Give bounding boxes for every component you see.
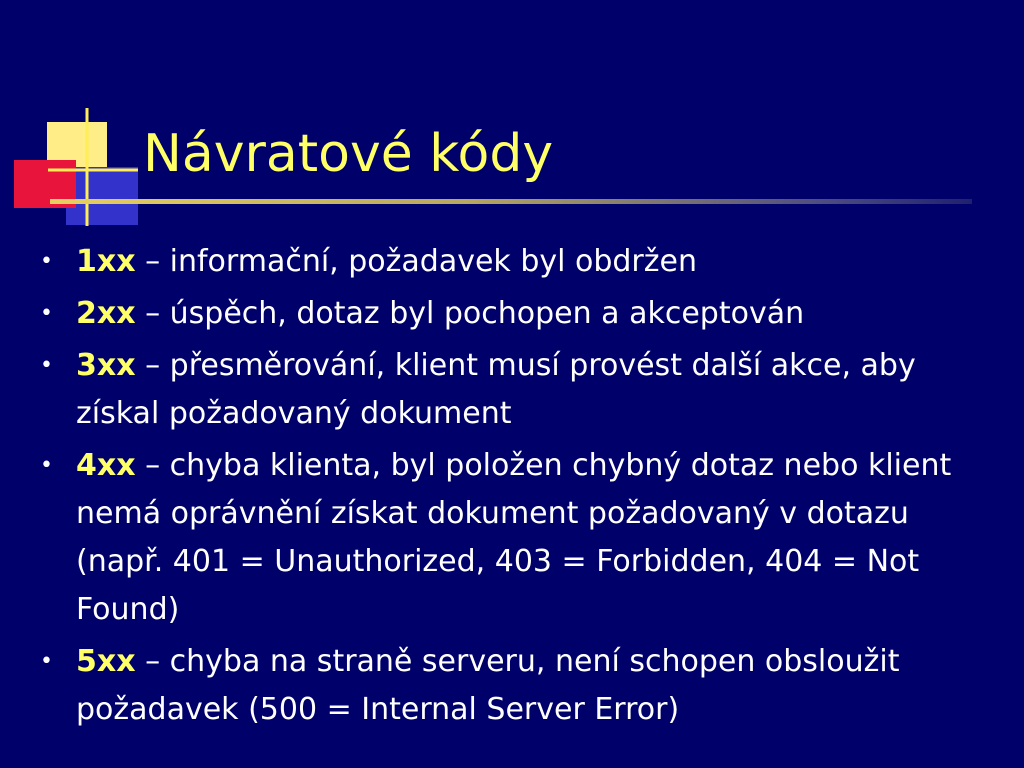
- status-code: 4xx: [76, 448, 136, 483]
- status-code: 5xx: [76, 644, 136, 679]
- decorative-squares-logo: [0, 0, 160, 240]
- list-item-4xx: [40, 442, 1000, 634]
- bullet-icon: •: [40, 649, 53, 674]
- slide-title: Návratové kódy: [143, 124, 554, 184]
- status-description: – chyba klienta, byl položen chybný dotaz nebo klient nemá oprávnění získat dokument požadovaný v dotazu (např. 401 = Unauthorized, 403 = Forbidden, 404 = Not Found): [76, 448, 952, 627]
- status-code: 3xx: [76, 348, 136, 383]
- list-item-3xx: [40, 342, 1000, 438]
- bullet-icon: •: [40, 249, 53, 274]
- list-item-1xx: [40, 238, 1000, 286]
- status-description: – chyba na straně serveru, není schopen obsloužit požadavek (500 = Internal Server Error): [76, 644, 900, 727]
- status-code: 1xx: [76, 244, 136, 279]
- status-description: – přesměrování, klient musí provést další akce, aby získal požadovaný dokument: [76, 348, 916, 431]
- bullet-icon: •: [40, 453, 53, 478]
- status-description: – informační, požadavek byl obdržen: [135, 244, 697, 279]
- status-description: – úspěch, dotaz byl pochopen a akceptován: [135, 296, 805, 331]
- bullet-icon: •: [40, 353, 53, 378]
- list-item-2xx: [40, 290, 1000, 338]
- bullet-icon: •: [40, 301, 53, 326]
- list-item-5xx: [40, 638, 1000, 734]
- status-code: 2xx: [76, 296, 136, 331]
- bullet-list: [40, 238, 1000, 734]
- title-underline: [50, 199, 972, 204]
- logo-blue-square: [66, 167, 138, 225]
